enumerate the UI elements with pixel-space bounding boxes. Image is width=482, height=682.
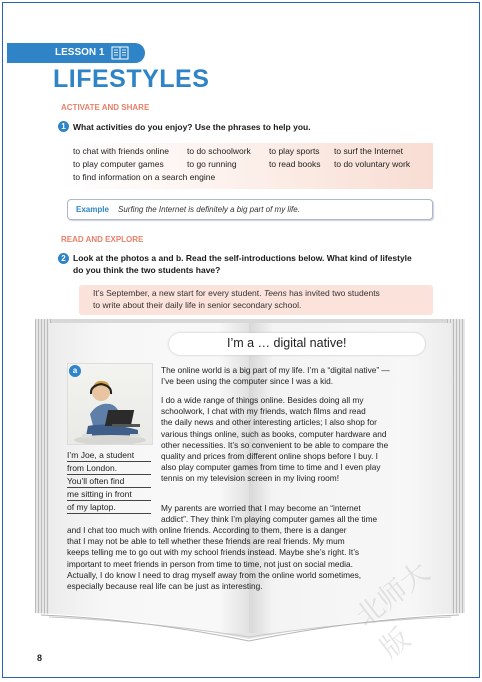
text-line: and I chat too much with online friends. According to them, there is a danger: [67, 525, 347, 535]
headline-text: I’m a … digital native!: [227, 336, 347, 350]
example-box: [67, 199, 433, 220]
question-number-1: 1: [58, 121, 69, 132]
lesson-label: LESSON 1: [55, 47, 105, 58]
open-book-icon: [111, 46, 129, 60]
text-line: quality and prices from different online shops before I buy. I: [161, 451, 378, 462]
article-headline: [169, 333, 425, 355]
text-line: schoolwork, I chat with my friends, watch films and read: [161, 406, 366, 417]
text-line: also play computer games from time to time and I even play: [161, 462, 381, 473]
text-line: tennis on my television screen in my living room!: [161, 473, 339, 484]
phrase: to do voluntary work: [334, 159, 411, 169]
text-line: important to meet friends in person from time to time, not just on social media.: [67, 558, 353, 569]
text-line: the daily news and other interesting articles; I also shop for: [161, 417, 377, 428]
example-label: Example: [76, 205, 109, 214]
intro-line: has invited two students: [286, 288, 380, 298]
lesson-tag: [7, 43, 145, 63]
phrase: to chat with friends online: [73, 146, 169, 156]
page-title: LIFESTYLES: [53, 65, 210, 93]
phrase: to find information on a search engine: [73, 172, 216, 182]
phrase: to play sports: [269, 146, 320, 156]
page-number: 8: [37, 653, 43, 663]
student-photo: [67, 363, 153, 445]
text-line: I’ve been using the computer since I was a kid.: [161, 376, 334, 387]
intro-box: [79, 285, 433, 315]
photo-caption-line: me sitting in front: [67, 488, 151, 501]
publisher-watermark: 北师大版: [349, 555, 436, 665]
photo-caption-line: of my laptop.: [67, 501, 151, 514]
text-line: Actually, I do know I need to drag myself away from the online world sometimes,: [67, 569, 362, 580]
phrase: to read books: [269, 159, 321, 169]
intro-line: to write about their daily life in senior secondary school.: [93, 300, 302, 310]
section-heading-activate: ACTIVATE AND SHARE: [61, 103, 150, 112]
photo-caption-line: You’ll often find: [67, 475, 151, 488]
article-paragraph-1: [161, 365, 390, 387]
text-line: The online world is a big part of my life. I’m a “digital native” —: [161, 365, 390, 375]
text-line: keeps telling me to go out with my school friends instead. Maybe she’s right. It’s: [67, 547, 360, 558]
article-paragraph-3-rest: [67, 525, 361, 592]
article-paragraph-3-start: [161, 503, 377, 525]
photo-caption-line: from London.: [67, 462, 151, 475]
question-2-line: Look at the photos a and b. Read the self-introductions below. What kind of lifestyle: [73, 253, 412, 263]
text-line: I do a wide range of things online. Besides doing all my: [161, 395, 364, 405]
magazine-name: Teens: [263, 288, 287, 298]
intro-text: [93, 287, 380, 311]
intro-line: It’s September, a new start for every student.: [93, 288, 264, 298]
text-line: other necessities. It’s so convenient to be able to compare the: [161, 439, 389, 450]
question-1: What activities do you enjoy? Use the phrases to help you.: [73, 122, 311, 132]
phrase: to surf the Internet: [334, 146, 403, 156]
phrase: to do schoolwork: [187, 146, 251, 156]
text-line: that I may not be able to tell whether these friends are real friends. My mum: [67, 536, 345, 547]
text-line: addict”. They think I’m playing computer games all the time: [161, 514, 378, 525]
phrase: to play computer games: [73, 159, 164, 169]
phrase: to go running: [187, 159, 237, 169]
example-text: Surfing the Internet is definitely a big part of my life.: [118, 205, 300, 214]
photo-label-a: a: [69, 365, 81, 377]
section-heading-read: READ AND EXPLORE: [61, 235, 144, 244]
text-line: especially because real life can be just as interesting.: [67, 581, 263, 592]
text-line: various things online, such as books, computer hardware and: [161, 428, 387, 439]
textbook-page: [2, 2, 480, 678]
text-line: My parents are worried that I may become an “internet: [161, 503, 361, 513]
student-with-laptop-image: [68, 364, 152, 444]
question-2-line: do you think the two students have?: [73, 265, 221, 275]
question-number-2: 2: [58, 253, 69, 264]
article-paragraph-2: [161, 395, 388, 485]
photo-caption-line: I’m Joe, a student: [67, 449, 151, 462]
